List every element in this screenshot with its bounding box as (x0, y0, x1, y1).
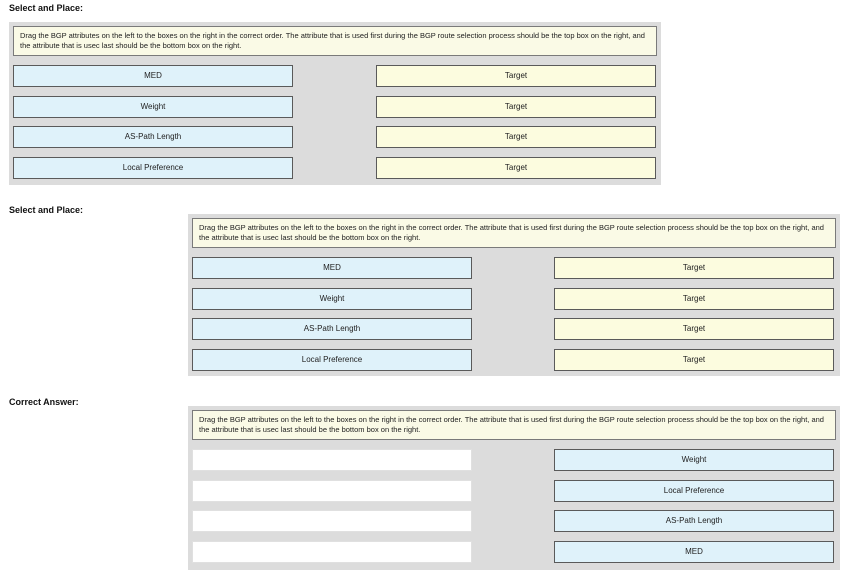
answer-item-as-path-length[interactable]: AS-Path Length (554, 510, 834, 532)
target-slot-4[interactable]: Target (376, 157, 656, 179)
source-item-weight[interactable]: Weight (192, 288, 472, 310)
target-slot-2[interactable]: Target (554, 288, 834, 310)
answer-item-weight[interactable]: Weight (554, 449, 834, 471)
answer-item-local-preference[interactable]: Local Preference (554, 480, 834, 502)
section-3-heading: Correct Answer: (9, 397, 79, 407)
source-item-local-preference[interactable]: Local Preference (13, 157, 293, 179)
source-item-as-path-length[interactable]: AS-Path Length (192, 318, 472, 340)
target-slot-1[interactable]: Target (554, 257, 834, 279)
empty-source-slot-2[interactable] (192, 480, 472, 502)
source-item-med[interactable]: MED (13, 65, 293, 87)
section-1-heading: Select and Place: (9, 3, 84, 13)
empty-source-slot-1[interactable] (192, 449, 472, 471)
source-item-as-path-length[interactable]: AS-Path Length (13, 126, 293, 148)
target-slot-2[interactable]: Target (376, 96, 656, 118)
section-1-panel (9, 22, 661, 185)
section-2-instructions: Drag the BGP attributes on the left to the boxes on the right in the correct order. The attribute that is used first during the BGP route selection process should be the top box on the right, and the attribute that is usec last should be the bottom box on the right. (192, 218, 836, 248)
section-1-instructions: Drag the BGP attributes on the left to the boxes on the right in the correct order. The attribute that is used first during the BGP route selection process should be the top box on the right, and the attribute that is usec last should be the bottom box on the right. (13, 26, 657, 56)
target-slot-4[interactable]: Target (554, 349, 834, 371)
source-item-local-preference[interactable]: Local Preference (192, 349, 472, 371)
source-item-weight[interactable]: Weight (13, 96, 293, 118)
section-3-panel (188, 406, 840, 570)
section-2-panel (188, 214, 840, 376)
target-slot-1[interactable]: Target (376, 65, 656, 87)
source-item-med[interactable]: MED (192, 257, 472, 279)
empty-source-slot-3[interactable] (192, 510, 472, 532)
section-2-heading: Select and Place: (9, 205, 84, 215)
section-3-instructions: Drag the BGP attributes on the left to the boxes on the right in the correct order. The attribute that is used first during the BGP route selection process should be the top box on the right, and the attribute that is usec last should be the bottom box on the right. (192, 410, 836, 440)
target-slot-3[interactable]: Target (376, 126, 656, 148)
target-slot-3[interactable]: Target (554, 318, 834, 340)
empty-source-slot-4[interactable] (192, 541, 472, 563)
answer-item-med[interactable]: MED (554, 541, 834, 563)
